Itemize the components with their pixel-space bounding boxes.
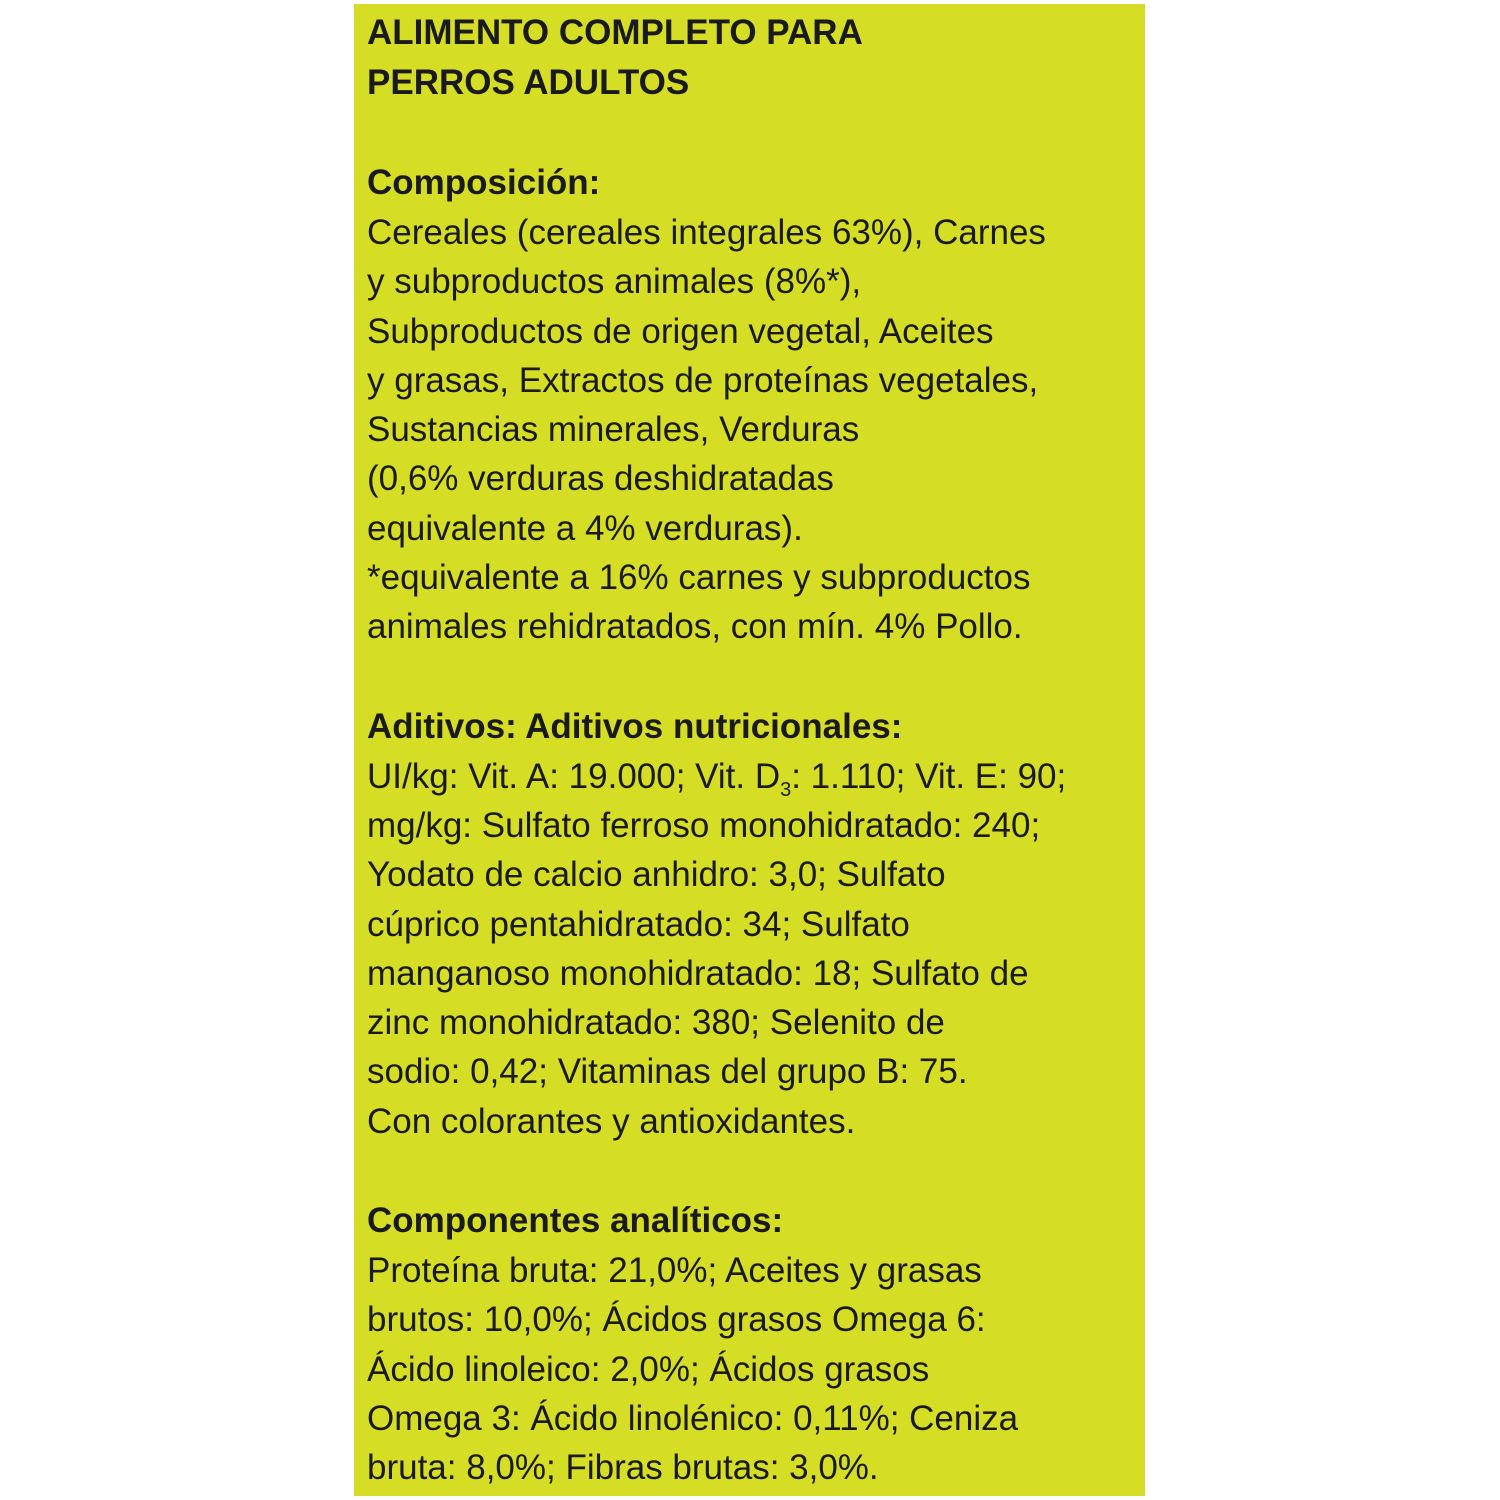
text-line: animales rehidratados, con mín. 4% Pollo.: [367, 607, 1023, 647]
vitamins-text-cont: : 1.110; Vit. E: 90;: [791, 756, 1067, 796]
text-line: *equivalente a 16% carnes y subproductos: [367, 558, 1031, 598]
text-line: Sustancias minerales, Verduras: [367, 410, 860, 450]
text-line: equivalente a 4% verduras).: [367, 508, 803, 548]
text-line: [367, 752, 1145, 801]
text-line: y grasas, Extractos de proteínas vegetales,: [367, 360, 1039, 400]
additives-text: [367, 752, 1145, 1146]
composition-heading: Composición:: [367, 163, 601, 202]
text-line: sodio: 0,42; Vitaminas del grupo B: 75.: [367, 1052, 968, 1092]
additives-heading: Aditivos: Aditivos nutricionales:: [367, 706, 903, 746]
text-line: Omega 3: Ácido linolénico: 0,11%; Ceniza: [367, 1398, 1019, 1438]
text-line: cúprico pentahidratado: 34; Sulfato: [367, 904, 910, 944]
text-line: y subproductos animales (8%*),: [367, 262, 862, 302]
text-line: Proteína bruta: 21,0%; Aceites y grasas: [367, 1251, 982, 1291]
product-title: [367, 8, 1145, 108]
text-line: brutos: 10,0%; Ácidos grasos Omega 6:: [367, 1300, 986, 1340]
title-line: PERROS ADULTOS: [367, 63, 690, 102]
composition-section: [367, 158, 1145, 652]
text-line: Yodato de calcio anhidro: 3,0; Sulfato: [367, 855, 946, 895]
text-line: Cereales (cereales integrales 63%), Carnes: [367, 213, 1046, 252]
text-line: Subproductos de origen vegetal, Aceites: [367, 311, 994, 351]
text-line: Ácido linoleico: 2,0%; Ácidos grasos: [367, 1349, 930, 1389]
analytical-text: [367, 1246, 1145, 1492]
analytical-heading: Componentes analíticos:: [367, 1201, 784, 1241]
label-panel: [354, 4, 1145, 1496]
vitamins-text: UI/kg: Vit. A: 19.000; Vit. D: [367, 756, 781, 796]
text-line: zinc monohidratado: 380; Selenito de: [367, 1003, 945, 1043]
title-line: ALIMENTO COMPLETO PARA: [367, 13, 863, 52]
text-line: manganoso monohidratado: 18; Sulfato de: [367, 953, 1029, 993]
analytical-section: [367, 1196, 1145, 1492]
text-line: (0,6% verduras deshidratadas: [367, 459, 834, 499]
text-line: Con colorantes y antioxidantes.: [367, 1101, 856, 1141]
text-line: bruta: 8,0%; Fibras brutas: 3,0%.: [367, 1448, 879, 1488]
subscript-3: 3: [780, 778, 792, 801]
composition-text: [367, 208, 1145, 652]
additives-section: [367, 702, 1145, 1146]
text-line: mg/kg: Sulfato ferroso monohidratado: 240;: [367, 805, 1041, 845]
